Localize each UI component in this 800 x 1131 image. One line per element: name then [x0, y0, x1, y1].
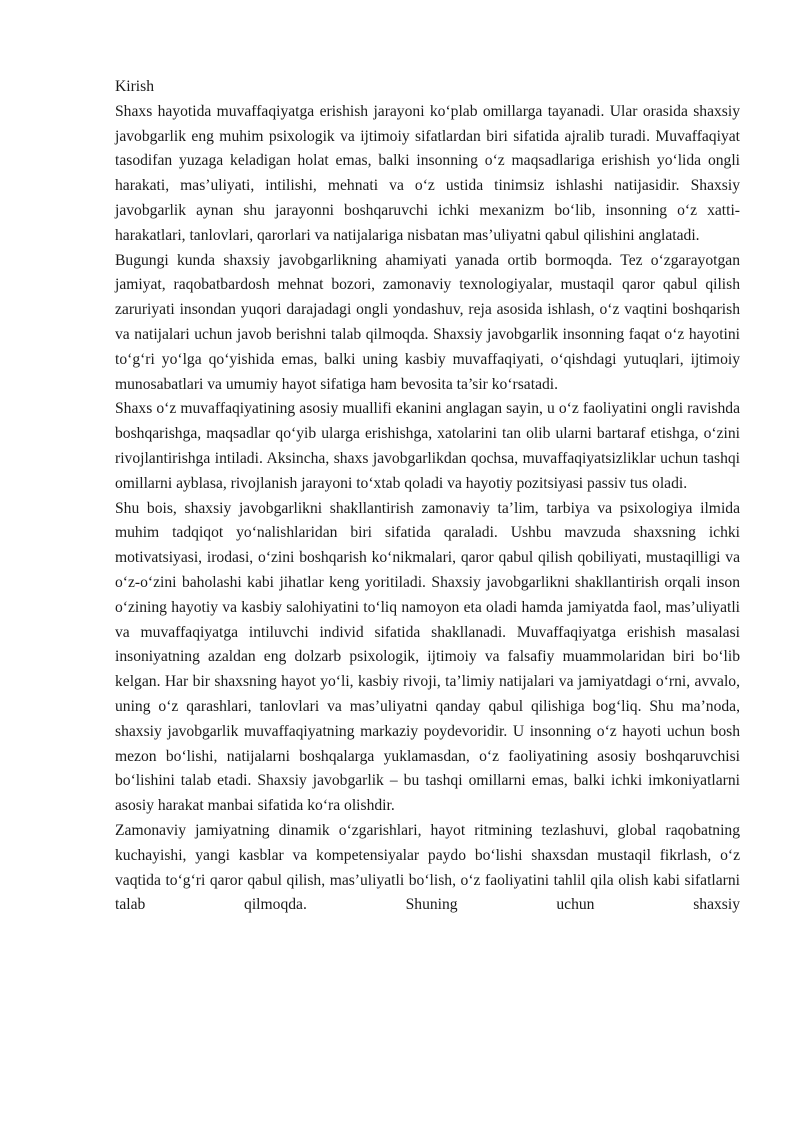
- paragraph-3: Shaxs o‘z muvaffaqiyatining asosiy muallifi ekanini anglagan sayin, u o‘z faoliyatini ongli ravishda boshqarishga, maqsadlar qo‘yib ularga erishishga, xatolarini tan olib ularni bartaraf etishga, o‘zini rivojlantirishga intiladi. Aksincha, shaxs javobgarlikdan qochsa, muvaffaqiyatsizliklar uchun tashqi omillarni ayblasa, rivojlanish jarayoni to‘xtab qoladi va hayotiy pozitsiyasi passiv tus oladi.: [115, 400, 740, 492]
- paragraph-5: Zamonaviy jamiyatning dinamik o‘zgarishlari, hayot ritmining tezlashuvi, global raqobatning kuchayishi, yangi kasblar va kompetensiyalar paydo bo‘lishi shaxsdan mustaqil fikrlash, o‘z vaqtida to‘g‘ri qaror qabul qilish, mas’uliyatli bo‘lish, o‘z faoliyatini tahlil qila olish kabi sifatlarni talab qilmoqda. Shuning uchun shaxsiy: [115, 821, 740, 914]
- paragraph-2: Bugungi kunda shaxsiy javobgarlikning ahamiyati yanada ortib bormoqda. Tez o‘zgarayotgan jamiyat, raqobatbardosh mehnat bozori, zamonaviy texnologiyalar, mustaqil qaror qabul qilish zaruriyati insondan yuqori darajadagi ongli yondashuv, reja asosida ishlash, o‘z vaqtini boshqarish va natijalari uchun javob berishni talab qilmoqda. Shaxsiy javobgarlik insonning faqat o‘z hayotini to‘g‘ri yo‘lga qo‘yishida emas, balki uning kasbiy muvaffaqiyati, o‘qishdagi yutuqlari, ijtimoiy munosabatlari va umumiy hayot sifatiga ham bevosita ta’sir ko‘rsatadi.: [115, 251, 740, 393]
- paragraph-1: Shaxs hayotida muvaffaqiyatga erishish jarayoni ko‘plab omillarga tayanadi. Ular orasida shaxsiy javobgarlik eng muhim psixologik va ijtimoiy sifatlardan biri sifatida ajralib turadi. Muvaffaqiyat tasodifan yuzaga keladigan holat emas, balki insonning o‘z maqsadlariga erishish yo‘lida ongli harakati, mas’uliyati, intilishi, mehnati va o‘z ustida tinimsiz ishlashi natijasidir. Shaxsiy javobgarlik aynan shu jarayonni boshqaruvchi ichki mexanizm bo‘lib, insonning o‘z xatti-harakatlari, tanlovlari, qarorlari va natijalariga nisbatan mas’uliyatni qabul qilishini anglatadi.: [115, 102, 740, 244]
- section-heading: Kirish: [115, 78, 154, 95]
- document-page: [115, 75, 740, 918]
- paragraph-4: Shu bois, shaxsiy javobgarlikni shakllantirish zamonaviy ta’lim, tarbiya va psixologiya ilmida muhim tadqiqot yo‘nalishlaridan biri sifatida qaraladi. Ushbu mavzuda shaxsning ichki motivatsiyasi, irodasi, o‘zini boshqarish ko‘nikmalari, qaror qabul qilish qobiliyati, mustaqilligi va o‘z-o‘zini baholashi kabi jihatlar keng yoritiladi. Shaxsiy javobgarlikni shakllantirish orqali inson o‘zining hayotiy va kasbiy salohiyatini to‘liq namoyon eta oladi hamda jamiyatda faol, mas’uliyatli va muvaffaqiyatga intiluvchi individ sifatida shakllanadi. Muvaffaqiyatga erishish masalasi insoniyatning azaldan eng dolzarb psixologik, ijtimoiy va falsafiy muammolaridan biri bo‘lib kelgan. Har bir shaxsning hayot yo‘li, kasbiy rivoji, ta’limiy natijalari va jamiyatdagi o‘rni, avvalo, uning o‘z qarashlari, tanlovlari va mas’uliyatni qanday qabul qilishiga bog‘liq. Shu ma’noda, shaxsiy javobgarlik muvaffaqiyatning markaziy poydevoridir. U insonning o‘z hayoti uchun bosh mezon bo‘lishi, natijalarni boshqalarga yuklamasdan, o‘z faoliyatining asosiy boshqaruvchisi bo‘lishini talab etadi. Shaxsiy javobgarlik – bu tashqi omillarni emas, balki ichki imkoniyatlarni asosiy harakat manbai sifatida ko‘ra olishdir.: [115, 499, 740, 815]
